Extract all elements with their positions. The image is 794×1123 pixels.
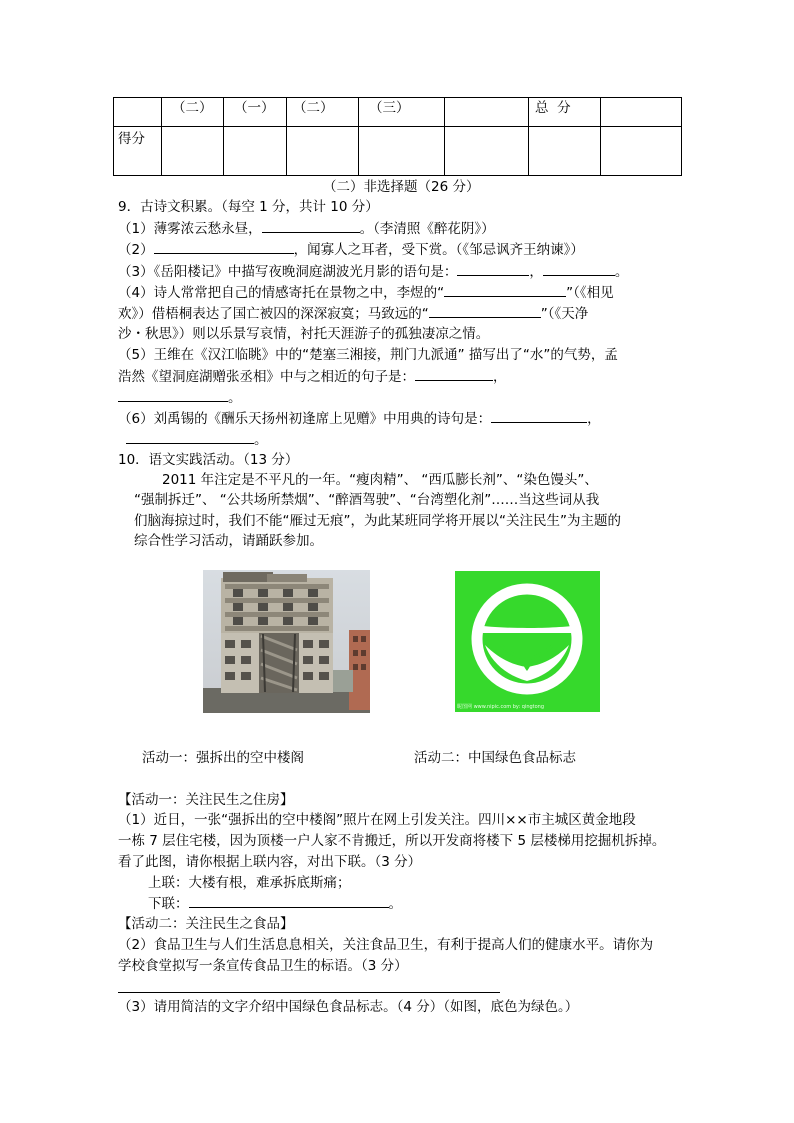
score-cell: （二）	[162, 98, 224, 127]
score-cell	[601, 98, 682, 127]
q9-line-2	[118, 239, 584, 260]
q10-intro-line: 们脑海掠过时，我们不能“雁过无痕”，为此某班同学将开展以“关注民生”为主题的	[134, 513, 621, 529]
q9-text: （4）诗人常常把自己的情感寄托在景物之中，李煜的“	[118, 285, 445, 301]
score-input-cell[interactable]	[224, 127, 287, 176]
answer-blank[interactable]	[491, 408, 587, 423]
answer-blank[interactable]	[118, 387, 228, 402]
activity1-line: （1）近日，一张“强拆出的空中楼阁”照片在网上引发关注。四川××市主城区黄金地段	[118, 812, 636, 828]
activity3-line: （3）请用简洁的文字介绍中国绿色食品标志。（4 分）（如图，底色为绿色。）	[118, 999, 579, 1015]
q9-title: 9．古诗文积累。（每空 1 分，共计 10 分）	[118, 199, 379, 215]
q9-text: ”（《相见	[566, 285, 614, 301]
q9-text: 。	[254, 432, 268, 448]
building-photo-image	[203, 570, 370, 713]
q10-intro-line: 综合性学习活动，请踊跃参加。	[134, 533, 323, 549]
answer-blank[interactable]	[189, 893, 389, 908]
score-input-cell[interactable]	[162, 127, 224, 176]
score-input-cell[interactable]	[445, 127, 529, 176]
score-row-label: 得分	[114, 127, 162, 176]
score-cell: 总 分	[529, 98, 601, 127]
answer-blank[interactable]	[126, 429, 254, 444]
score-cell: （二）	[287, 98, 359, 127]
answer-blank[interactable]	[543, 261, 615, 276]
q9-text: ，	[493, 369, 507, 385]
activity1-line: 一栋 7 层住宅楼，因为顶楼一户人家不肯搬迁，所以开发商将楼下 5 层楼梯用挖掘机拆掉。	[118, 833, 666, 849]
answer-blank[interactable]	[262, 218, 360, 233]
q9-line-6	[118, 408, 601, 429]
building-photo	[203, 570, 370, 713]
answer-line[interactable]	[118, 992, 500, 993]
couplet-upper: 上联：大楼有根，难承拆底斯痛；	[148, 875, 351, 891]
q10-intro-line: 2011 年注定是不平凡的一年。“瘦肉精”、 “西瓜膨长剂”、“染色馒头”、	[162, 472, 598, 488]
q9-text: 欢》）借梧桐表达了国亡被囚的深深寂寞；马致远的“	[118, 306, 429, 322]
green-food-logo-icon	[455, 571, 600, 712]
section-title: （二）非选择题（26 分）	[323, 179, 480, 195]
score-input-cell[interactable]	[601, 127, 682, 176]
photo-caption-2: 活动二：中国绿色食品标志	[414, 750, 576, 766]
q10-intro-line: “强制拆迁”、 “公共场所禁烟”、“醉酒驾驶”、“台湾塑化剂”……当这些词从我	[134, 492, 600, 508]
q9-line-4b	[118, 303, 588, 324]
answer-blank[interactable]	[415, 366, 493, 381]
q9-line-5: （5）王维在《汉江临眺》中的“楚塞三湘接，荆门九派通” 描写出了“水”的气势，孟	[118, 347, 618, 363]
q9-text: 。（李清照《醉花阴》）	[359, 221, 495, 237]
logo-watermark: 昵图网 www.nipic.com by: qingtong	[457, 704, 545, 710]
score-cell	[114, 98, 162, 127]
score-table-score-row	[114, 127, 682, 176]
activity2-title: 【活动二：关注民生之食品】	[118, 916, 294, 932]
q9-text: 浩然《望洞庭湖赠张丞相》中与之相近的句子是：	[118, 369, 415, 385]
couplet-lower	[148, 893, 402, 914]
score-cell: （一）	[224, 98, 287, 127]
answer-blank[interactable]	[444, 282, 566, 297]
q9-text: （6）刘禹锡的《酬乐天扬州初逢席上见赠》中用典的诗句是：	[118, 411, 492, 427]
q9-line-5c	[118, 387, 242, 408]
q9-line-1	[118, 218, 495, 239]
q9-text: ，	[587, 411, 601, 427]
q9-text: 。	[228, 390, 242, 406]
q9-text: （3）《岳阳楼记》中描写夜晚洞庭湖波光月影的语句是：	[118, 264, 458, 280]
score-input-cell[interactable]	[287, 127, 359, 176]
answer-blank[interactable]	[429, 303, 541, 318]
green-food-logo	[455, 571, 600, 712]
activity2-line: （2）食品卫生与人们生活息息相关，关注食品卫生，有利于提高人们的健康水平。请你为	[118, 937, 654, 953]
score-input-cell[interactable]	[359, 127, 445, 176]
photo-caption-1: 活动一：强拆出的空中楼阁	[142, 750, 304, 766]
q9-line-4c: 沙・秋思》）则以乐景写哀情，衬托天涯游子的孤独凄凉之情。	[118, 326, 490, 342]
q9-text: 。	[614, 264, 629, 280]
q9-text: ，闻寡人之耳者，受下赏。（《邹忌讽齐王纳谏》）	[293, 242, 584, 258]
activity2-line: 学校食堂拟写一条宣传食品卫生的标语。（3 分）	[118, 958, 408, 974]
q9-line-5b	[118, 366, 507, 387]
score-table	[113, 97, 682, 176]
activity1-line: 看了此图，请你根据上联内容，对出下联。（3 分）	[118, 854, 422, 870]
couplet-lower-end: 。	[388, 896, 402, 912]
q9-text: ，	[529, 264, 543, 280]
score-table-header-row	[114, 98, 682, 127]
q9-text: ”（《天净	[540, 306, 589, 322]
q9-text: （1）薄雾浓云愁永昼，	[118, 221, 262, 237]
score-cell: （三）	[359, 98, 445, 127]
q10-title: 10．语文实践活动。（13 分）	[118, 452, 299, 468]
q9-line-4	[118, 282, 614, 303]
q9-line-3	[118, 261, 628, 282]
score-cell	[445, 98, 529, 127]
q9-text: （2）	[118, 242, 154, 258]
score-input-cell[interactable]	[529, 127, 601, 176]
answer-blank[interactable]	[154, 239, 294, 254]
couplet-lower-label: 下联：	[148, 896, 189, 912]
answer-blank[interactable]	[457, 261, 529, 276]
q9-line-6b	[126, 429, 268, 450]
activity1-title: 【活动一：关注民生之住房】	[118, 792, 294, 808]
